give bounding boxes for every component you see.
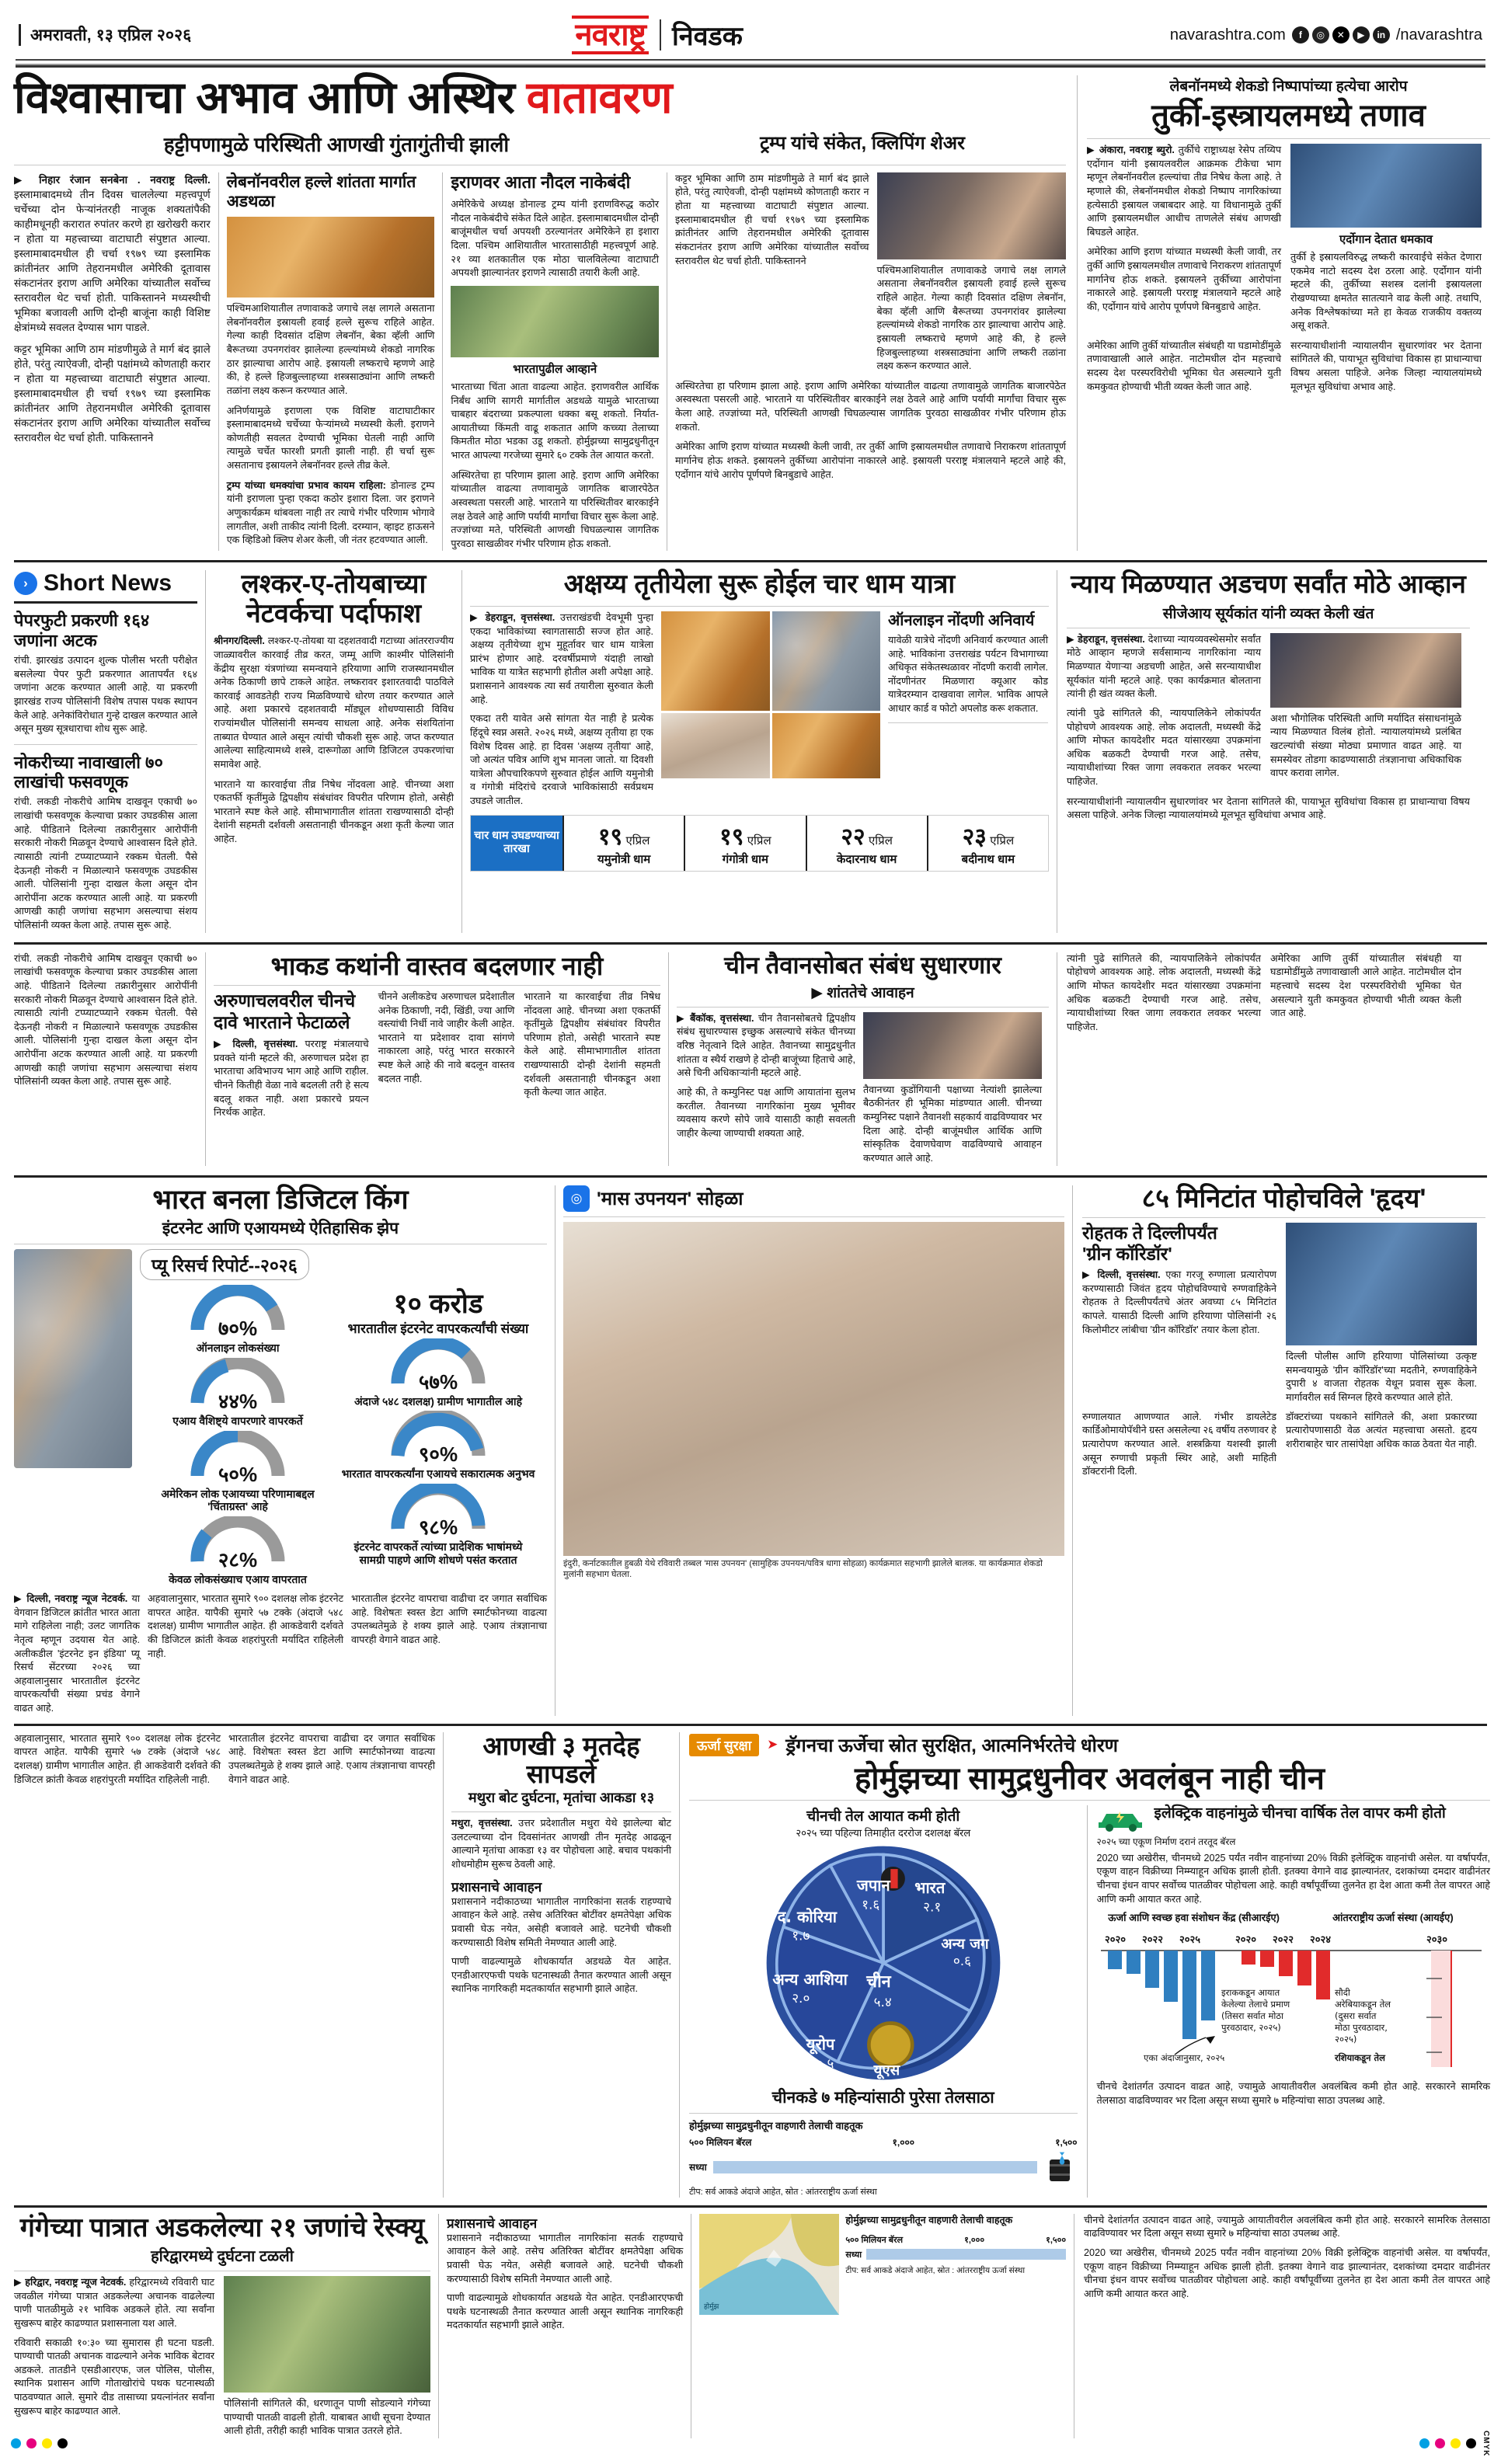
- hormuz-map-tick-2: १,०००: [964, 2235, 985, 2245]
- energy-credit: चीनचे देशांतर्गत उत्पादन वाढत आहे, ज्यामुळे आयातीवरील अवलंबित्व कमी होत आहे. सरकारने सामरिक तेलसाठा वाढविण्यावर भर दिला असून सध्या सुमारे ७ महिन्यांचा साठा उपलब्ध आहे.: [1096, 2081, 1490, 2106]
- svg-text:यूएस: यूएस: [873, 2062, 900, 2079]
- iran-body-1: भारताच्या चिंता आता वाढल्या आहेत. इराणवरील आर्थिक निर्बंध आणि सागरी मार्गातील अडथळे यामुळे भारताच्या चाबहार बंदराच्या प्रकल्पाला धक्का बसू शकतो. निर्यात-आयातीच्या किंमती वाढू शकतात आणि कच्च्या तेलाच्या किमतीत मोठा भडका उडू शकतो. होर्मुझच्या सामुद्रधुनीतून भारत आपल्या गरजेच्या सुमारे ६० टक्के तेल आयात करतो.: [451, 381, 659, 461]
- website-url[interactable]: navarashtra.com: [1169, 26, 1286, 44]
- nyaya-subhead: सीजेआय सूर्यकांत यांनी व्यक्त केली खंत: [1162, 605, 1374, 622]
- ev-head: इलेक्ट्रिक वाहनांमुळे चीनचा वार्षिक तेल वापर कमी होतो: [1154, 1804, 1446, 1822]
- china-taiwan-photo: [863, 1012, 1042, 1079]
- energy-ev-col: [1087, 1805, 1491, 2198]
- heart-article: [1072, 1185, 1485, 1716]
- digital-article: [11, 1185, 555, 1716]
- turkey-photo-caption: एर्दोगान देतात धमकाव: [1339, 233, 1433, 246]
- digital-stat: [340, 1484, 536, 1567]
- digital-body-2: अहवालानुसार, भारतात सुमारे ९०० दशलक्ष लोक इंटरनेट वापरत आहेत. यापैकी सुमारे ५७ टक्के (अंदाजे ५४८ दशलक्ष) ग्रामीण भागातील आहेत. ही आकडेवारी दर्शवते की डिजिटल क्रांती केवळ शहरांपुरती मर्यादित राहिलेली नाही.: [148, 1593, 343, 1659]
- hormuz-scale: [689, 2135, 1078, 2149]
- nyaya-article: [1057, 570, 1470, 932]
- chardham-photo-4: [772, 713, 881, 778]
- ev-body: 2020 च्या अखेरीस, चीनमध्ये 2025 पर्यंत नवीन वाहनांच्या 20% विक्री इलेक्ट्रिक वाहनांची असेल. या वर्षापर्यंत, एकूण वाहन विक्रीच्या निम्म्याहून अधिक झाली होती. इतक्या वेगाने वाढ झाल्यानंतर, दशकांच्या दमदार वाढीनंतर चीनचा इंधन वापर सर्वोच्च पातळीवर पोहोचला आहे. काही वर्षांपूर्वीच्या तुलनेत हा देश आता कमी तेल वापरत आहे आणि कमी आयात करत आहे.: [1096, 1852, 1490, 1905]
- fourth-band: [11, 1185, 1490, 1716]
- digital-big-stat-label: भारतातील इंटरनेट वापरकर्त्यांची संख्या: [347, 1321, 529, 1337]
- china-taiwan-dateline: ▶ बैंकॉक, वृत्तसंस्था.: [677, 1012, 754, 1024]
- ganga-dateline: ▶ हरिद्वार, नवराष्ट्र न्यूज नेटवर्क.: [14, 2277, 127, 2288]
- lebanon-body-2: अनिर्णयामुळे इराणला एक विशिष्ट वाटाघाटीकार इस्लामाबादमध्ये चर्चेच्या फेऱ्यांमध्ये मध्यस्थी केली. इराणने कोणतीही सवलत देण्याची भूमिका घेतली नाही आणि त्यामुळे चर्चेत फारशी प्रगती झाली नाही. ही चर्चा सुरू असतानाच इस्रायलने लेबनॉनवर हल्ले तीव्र केले.: [226, 405, 435, 472]
- lead-wide-continuation: [667, 172, 1069, 552]
- svg-text:२०२२: २०२२: [1272, 1934, 1294, 1947]
- hormuz-bar-label: सध्या: [689, 2162, 707, 2173]
- china-taiwan-body-3: आहे की, ते कम्युनिस्ट पक्ष आणि आयातांना सुलभ करतील. तैवानच्या नागरिकांना मुख्य भूमीवर व्यवसाय करणे सोपे जावे यासाठी काही सवलती जाहीर केल्या जाण्याची शक्यता आहे.: [677, 1086, 855, 1139]
- oil-imports-bar-chart: [1097, 1924, 1485, 2072]
- heart-body-2: दिल्ली पोलीस आणि हरियाणा पोलिसांच्या उत्कृष्ट समन्वयामुळे 'ग्रीन कॉरिडॉर'च्या मदतीने, रुग्णवाहिकेने दुपारी ४ वाजता रोहतक येथून प्रवास सुरू केला. मार्गावरील सर्व सिग्नल हिरवे करण्यात आले होते.: [1286, 1351, 1477, 1404]
- color-dot-magenta: [26, 2438, 37, 2448]
- digital-stat: [140, 1358, 336, 1428]
- iran-article: [442, 172, 667, 552]
- hormuz-map-bar: [866, 2249, 1066, 2260]
- digital-subhead: इंटरनेट आणि एआयमध्ये ऐतिहासिक झेप: [162, 1220, 399, 1238]
- bodies-article: [443, 1732, 679, 2198]
- bhakad-dateline: ▶ दिल्ली, वृत्तसंस्था.: [214, 1039, 298, 1050]
- hormuz-map-icon: [699, 2214, 839, 2315]
- svg-text:अन्य जग: अन्य जग: [941, 1936, 989, 1953]
- digital-stat-label: केवळ लोकसंख्याच एआय वापरतात: [169, 1573, 307, 1586]
- camera-icon: ◎: [563, 1185, 590, 1212]
- digital-stat: [140, 1516, 336, 1586]
- svg-text:५.४: ५.४: [873, 1994, 892, 2010]
- wide-body-d: अमेरिका आणि इराण यांच्यात मध्यस्थी केली जावी, तर तुर्की आणि इस्रायलमधील तणावाचे निराकरण शांततापूर्ण मार्गानेच होऊ शकते. इस्रायलने तुर्कीच्या आरोपांना नाकारले आहे. इस्रायली परराष्ट्र मंत्रालयाने म्हटले आहे की, एर्दोगान यांचे आरोप पूर्णपणे बिनबुडाचे आहेत.: [675, 441, 1066, 480]
- turkey-kicker: लेबनॉनमध्ये शेकडो निष्पापांच्या हत्येचा आरोप: [1169, 78, 1408, 95]
- nyaya-dateline: ▶ डेहराडून, वृत्तसंस्था.: [1067, 633, 1145, 645]
- bodies-cont-1: प्रशासनाने नदीकाठच्या भागातील नागरिकांना सतर्क राहण्याचे आवाहन केले आहे. तसेच अतिरिक्त बोटींवर क्षमतेपेक्षा अधिक प्रवासी घेऊ नयेत, असेही बजावले आहे. घटनेची चौकशी करण्यासाठी विशेष समिती नेमण्यात आली आहे.: [447, 2232, 684, 2285]
- lead-headline-red: वातावरण: [526, 73, 673, 123]
- bodies-continuation: [438, 2214, 691, 2438]
- digital-body-3: भारतातील इंटरनेट वापराचा वाढीचा दर जगात सर्वाधिक आहे. विशेषतः स्वस्त डेटा आणि स्मार्टफोनच्या वाढत्या उपलब्धतेमुळे हे शक्य झाले आहे. एआय तंत्रज्ञानाचा वापरही वेगाने वाढत आहे.: [351, 1593, 547, 1645]
- lebanon-body-1: पश्चिमआशियातील तणावाकडे जगाचे लक्ष लागले असताना लेबनॉनवरील इस्रायली हवाई हल्ले सुरूच राहिले आहेत. गेल्या काही दिवसांत दक्षिण लेबनॉन, बेका व्हॅली आणि बैरूतच्या उपनगरांवर झालेल्या हल्ल्यांमध्ये शेकडो नागरिक ठार झाल्याचा आरोप आहे. इस्रायली लष्कराचे म्हणणे आहे की, हे हल्ले हिजबुल्लाहच्या शस्त्रसाठ्यांना आणि लष्करी तळांना लक्ष्य करून करण्यात आले.: [226, 303, 435, 396]
- digital-stat-label: भारतात वापरकर्त्यांना एआयचे सकारात्मक अनुभव: [341, 1467, 535, 1481]
- svg-text:एका अंदाजानुसार, २०२५: एका अंदाजानुसार, २०२५: [1143, 2052, 1224, 2064]
- footer-colorbar: [11, 2431, 1490, 2456]
- short-news-body-2: रांची. लकडी नोकरीचे आमिष दाखवून एकाची ७० लाखांची फसवणूक केल्याचा प्रकार उघडकीस आला आहे. पीडिताने दिलेल्या तक्रारीनुसार आरोपींनी सरकारी नोकरी मिळवून देण्याचे आश्वासन दिले होते. त्यासाठी त्यांनी टप्प्याटप्प्याने रक्कम घेतली. पैसे देऊनही नोकरी न मिळाल्याने फसवणूक उघडकीस आली. पोलिसांनी गुन्हा दाखल केला असून दोन आरोपींना अटक करण्यात आली आहे. या प्रकरणी आणखी काही जणांचा सहभाग असल्याचा संशय पोलिसांनी व्यक्त केला आहे. तपास सुरू आहे.: [14, 796, 197, 931]
- digital-stat-col-left: [140, 1285, 336, 1586]
- cji-photo: [1270, 633, 1461, 708]
- digital-cont-1: अहवालानुसार, भारतात सुमारे ९०० दशलक्ष लोक इंटरनेट वापरत आहेत. यापैकी सुमारे ५७ टक्के (अंदाजे ५४८ दशलक्ष) ग्रामीण भागातील आहेत. ही आकडेवारी दर्शवते की डिजिटल क्रांती केवळ शहरांपुरती मर्यादित राहिलेली नाही.: [14, 1732, 221, 1785]
- digital-stat-pct: २८%: [218, 1548, 258, 1572]
- color-dot-yellow: [42, 2438, 52, 2448]
- energy-block: [679, 1732, 1490, 2198]
- svg-text:१.७: १.७: [791, 1928, 810, 1944]
- digital-big-stat: [340, 1285, 536, 1337]
- nyaya-body-2: अशा भौगोलिक परिस्थिती आणि मर्यादित संसाधनांमुळे न्याय मिळण्यात विलंब होतो. न्यायालयांमध्ये प्रलंबित खटल्यांची संख्या मोठ्या प्रमाणात वाढत आहे. या समस्येवर तोडगा काढण्यासाठी तंत्रज्ञानाचा अधिकाधिक वापर करावा लागेल.: [1270, 712, 1461, 779]
- bar-chart-2-title: आंतरराष्ट्रीय ऊर्जा संस्था (आयईए): [1332, 1912, 1454, 1924]
- short-news-body-1: रांची. झारखंड उत्पादन शुल्क पोलीस भरती परीक्षेत बसलेल्या पेपर फुटी प्रकरणात आतापर्यंत १६४ जणांना अटक करण्यात आली आहे. या प्रकरणी झारखंड राज्य पोलिसांनी विशेष तपास पथक स्थापन केले आहे. अनेकांविरोधात गुन्हे दाखल करण्यात आले असून मुख्य सूत्रधाराचा शोध सुरू आहे.: [14, 655, 197, 735]
- svg-text:०.६: ०.६: [952, 1953, 971, 1969]
- lebanon-photo: [227, 217, 435, 298]
- twitter-x-icon[interactable]: ✕: [1332, 26, 1350, 44]
- energy-headline: होर्मुझच्या सामुद्रधुनीवर अवलंबून नाही चीन: [854, 1761, 1325, 1796]
- chardham-date-place: बदीनाथ धाम: [961, 852, 1015, 866]
- chardham-date-place: केदारनाथ धाम: [836, 852, 897, 866]
- digital-big-stat-value: १० करोड: [393, 1289, 483, 1320]
- linkedin-icon[interactable]: in: [1373, 26, 1390, 44]
- svg-text:चीन: चीन: [866, 1972, 891, 1992]
- hormuz-map-note: टीप: सर्व आकडे अंदाजे आहेत, स्रोत : आंतरराष्ट्रीय ऊर्जा संस्था: [845, 2265, 1026, 2275]
- svg-text:२०२२: २०२२: [1141, 1934, 1163, 1947]
- hormuz-tick-1: ५०० मिलियन बॅरल: [689, 2136, 752, 2148]
- chardham-date-month: एप्रिल: [990, 834, 1015, 847]
- turkey-body-1: तुर्कीचे राष्ट्राध्यक्ष रेसेप तय्यिप एर्दोगान यांनी इस्रायलवरील आक्रमक टीकेचा भाग म्हणून लेबनॉनवरील हल्ल्यांचा तीव्र निषेध केला आहे. ते म्हणाले की, लेबनॉनमधील शेकडो निष्पाप नागरिकांच्या हत्येसाठी इस्रायल जबाबदार आहे. या विधानामुळे तुर्की आणि इस्रायलमधील आधीच ताणलेले संबंध आणखी बिघडले आहेत.: [1087, 144, 1281, 238]
- svg-text:अन्य आशिया: अन्य आशिया: [772, 1969, 848, 1989]
- bar-chart-1-title: ऊर्जा आणि स्वच्छ हवा संशोधन केंद्र (सीआरईए): [1108, 1912, 1280, 1924]
- oil-import-pie-chart: [763, 1843, 1004, 2083]
- chardham-photo-3: [661, 713, 770, 778]
- chardham-date-day: १९: [597, 823, 623, 850]
- chardham-date-month: एप्रिल: [869, 834, 893, 847]
- heart-body-3: रुग्णालयात आणण्यात आले. गंभीर डायलेटेड कार्डिओमायोपॅथीने ग्रस्त असलेल्या २६ वर्षीय तरुणावर हे प्रत्यारोपण करण्यात आले. शस्त्रक्रिया यशस्वी झाली असून रुग्णाची प्रकृती स्थिर आहे, अशी माहिती डॉक्टरांनी दिली.: [1082, 1411, 1276, 1477]
- nyaya-headline: न्याय मिळण्यात अडचण सर्वांत मोठे आव्हान: [1071, 569, 1466, 599]
- digital-stat-label: अमेरिकन लोक एआयच्या परिणामाबद्दल 'चिंताग्रस्त' आहे: [161, 1487, 315, 1513]
- china-taiwan-body-2: तैवानच्या कुडोंगियानी पक्षाच्या नेत्यांशी झालेल्या बैठकीनंतर ही भूमिका मांडण्यात आली. चीनच्या कम्युनिस्ट पक्षाने तैवानशी सहकार्य वाढविण्यावर भर दिला आहे. दोन्ही बाजूंमधील आर्थिक आणि सांस्कृतिक देवाणघेवाण वाढविण्याचे आवाहन करण्यात आले आहे.: [863, 1084, 1042, 1164]
- ganga-article: [11, 2214, 438, 2438]
- hormuz-map-tick-3: १,५००: [1046, 2235, 1067, 2245]
- logo-wordmark: नवराष्ट्र: [572, 16, 649, 54]
- bhakad-body-1: चीनने अलीकडेच अरुणाचल प्रदेशातील अनेक ठिकाणी, नदी, खिंडी, ज्या आणि वस्त्यांची निर्धी नावे जाहीर केली आहेत. भारताने या प्रदेशावर दावा सांगणे नाकारला आहे, परंतु भारत सरकारने स्पष्ट केले आहे की नावे बदलून वास्तव बदलत नाही.: [378, 990, 515, 1084]
- svg-text:२०३०: २०३०: [1426, 1934, 1447, 1947]
- digital-stat-label: अंदाजे ५४८ दशलक्ष) ग्रामीण भागातील आहे: [353, 1394, 523, 1408]
- pie-chart-subtitle: २०२५ च्या पहिल्या तिमाहीत दररोज दशलक्ष बॅरल: [796, 1826, 971, 1839]
- chardham-dateline: ▶ डेहराडून, वृत्तसंस्था.: [470, 611, 555, 623]
- social-icons: [1292, 26, 1390, 44]
- lashkar-article: [205, 570, 461, 932]
- digital-stat-pct: ५७%: [418, 1369, 458, 1394]
- svg-text:२०२५: २०२५: [1179, 1934, 1200, 1947]
- lead-body-1: इस्लामाबादमध्ये तीन दिवस चाललेल्या महत्त्वपूर्ण चर्चेच्या दोन फेऱ्यांनंतरही नाजूक शक्यतांपैकी काहीमधूनही करारात रुपांतर करणे हा खरोखरी करार न होता या महत्त्वाच्या वाटाघाटी संपुष्टात आल्या. इस्लामाबादमधील ही चर्चा १९७९ च्या इस्लामिक क्रांतीनंतर आणि तेहरानमधील अमेरिकी दूतावास संकटानंतर इराण आणि अमेरिका यांच्यातील सर्वोच्च स्तरावरील थेट चर्चा होती. पाकिस्तानने मध्यस्थीची भूमिका बजावली आणि दोन्ही बाजूंना काही विशिष्ट क्षेत्रांमध्ये सवलत देण्यास भाग पाडले.: [14, 188, 211, 334]
- masthead-rule-top: [16, 59, 1485, 64]
- pie-chart-title: चीनची तेल आयात कमी होती: [806, 1808, 960, 1825]
- svg-text:१.६: १.६: [861, 1896, 879, 1912]
- iran-intro: अमेरिकेचे अध्यक्ष डोनाल्ड ट्रम्प यांनी इराणविरुद्ध कठोर नौदल नाकेबंदीचे संकेत दिले आहेत. इस्लामाबादमधील दोन्ही बाजूंमधील चर्चा अपयशी ठरल्यानंतर अमेरिकेने हा इशारा दिला. पश्चिम आशियातील भारतासाठीही महत्त्वपूर्ण आहे. २१ व्या शतकातील एक मोठा चालविलेल्या वाटाघाटी अपयशी झाल्यानंतर इराणने त्यासाठी तयारी केली आहे.: [451, 199, 659, 279]
- svg-text:यूरोप: यूरोप: [806, 2034, 835, 2054]
- svg-text:रशियाकडून तेल: रशियाकडून तेल: [1334, 2052, 1385, 2064]
- hormuz-map-bar-label: सध्या: [845, 2250, 862, 2260]
- chardham-date-item: [684, 816, 805, 871]
- digital-body-1: या वेगवान डिजिटल क्रांतीत भारत आता मागे राहिलेला नाही; उलट जागतिक नेतृत्व म्हणून उदयास येत आहे. अलीकडील 'इंटरनेट इन इंडिया' प्यू रिसर्च सेंटरच्या २०२६ च्या अहवालानुसार भारतातील इंटरनेट वापरकर्त्यांची संख्या प्रचंड वेगाने वाढत आहे.: [14, 1593, 141, 1714]
- color-dot-yellow: [1451, 2438, 1461, 2448]
- iran-body-2: अस्थिरतेचा हा परिणाम झाला आहे. इराण आणि अमेरिका यांच्यातील वाढत्या तणावामुळे जागतिक बाजारपेठेत अस्वस्थता पसरली आहे. भारताने या परिस्थितीवर बारकाईने लक्ष ठेवले आहे आणि पर्यायी मार्गांचा विचार सुरू केला आहे. तज्ज्ञांच्या मते, परिस्थिती आणखी चिघळल्यास जागतिक पुरवठा साखळीवर गंभीर परिणाम होऊ शकतो.: [451, 469, 659, 549]
- wide-body-b: पश्चिमआशियातील तणावाकडे जगाचे लक्ष लागले असताना लेबनॉनवरील इस्रायली हवाई हल्ले सुरूच राहिले आहेत. गेल्या काही दिवसांत दक्षिण लेबनॉन, बेका व्हॅली आणि बैरूतच्या उपनगरांवर झालेल्या हल्ल्यांमध्ये शेकडो नागरिक ठार झाल्याचा आरोप आहे. इस्रायली लष्कराचे म्हणणे आहे की, हे हल्ले हिजबुल्लाहच्या शस्त्रसाठ्यांना आणि लष्करी तळांना लक्ष्य करून करण्यात आले.: [876, 264, 1066, 372]
- svg-text:भारत: भारत: [914, 1878, 946, 1897]
- hormuz-map-block: [691, 2214, 1074, 2438]
- turkey-body-3: अमेरिका आणि इराण यांच्यात मध्यस्थी केली जावी, तर तुर्की आणि इस्रायलमधील तणावाचे निराकरण शांततापूर्ण मार्गानेच होऊ शकते. इस्रायलने तुर्कीच्या आरोपांना नाकारले आहे. इस्रायली परराष्ट्र मंत्रालयाने म्हटले आहे की, एर्दोगान यांचे आरोप पूर्णपणे बिनबुडाचे आहेत.: [1087, 246, 1281, 312]
- arrow-circle-icon: ›: [14, 572, 37, 595]
- digital-report-label: प्यू रिसर्च रिपोर्ट--२०२६: [140, 1249, 309, 1280]
- lead-subhead-right: ट्रम्प यांचे संकेत, क्लिपिंग शेअर: [760, 132, 965, 154]
- chardham-date-month: एप्रिल: [747, 834, 771, 847]
- chardham-date-item: [562, 816, 684, 871]
- digital-stat-label: इंटरनेट वापरकर्ते त्यांच्या प्रादेशिक भाषांमध्ये सामग्री पाहणे आणि शोधणे पसंत करतात: [353, 1540, 523, 1566]
- iran-photo: [451, 286, 659, 357]
- upanayan-feature: [555, 1185, 1072, 1716]
- upanayan-caption: इंदुरी, कर्नाटकातील हुबळी येथे रविवारी तब्बल 'मास उपनयन' (सामुहिक उपनयन/पवित्र धागा सोहळा) कार्यक्रमात सहभागी झालेले बालक. या कार्यक्रमात शेकडो मुलांनी सहभाग घेतला.: [563, 1558, 1043, 1579]
- masthead: [11, 0, 1490, 56]
- turkey-body-2: तुर्की हे इस्रायलविरुद्ध लष्करी कारवाईचे संकेत देणारा एकमेव नाटो सदस्य देश ठरला आहे. एर्दोगान यांनी म्हटले की, तुर्कीच्या सशस्त्र दलांनी इस्रायलला रोखण्याच्या क्षमतेत सातत्याने वाढ केली आहे. तथापि, अनेक विश्लेषकांच्या मते हा केवळ राजकीय वक्तव्य असू शकते.: [1290, 252, 1482, 332]
- nyaya-continuation: [1057, 952, 1470, 1166]
- ganga-body-2: रविवारी सकाळी १०:३० च्या सुमारास ही घटना घडली. पाण्याची पातळी अचानक वाढल्याने अनेक भाविक बेटावर अडकले. तातडीने एसडीआरएफ, जल पोलिस, पोलीस, स्थानिक प्रशासन आणि गोताखोरांचे पथक घटनास्थळी पाठवण्यात आले. सुमारे दीड तासाच्या प्रयत्नांनंतर सर्वांना सुखरूप बाहेर काढण्यात आले.: [14, 2337, 214, 2417]
- digital-stat: [340, 1338, 536, 1408]
- svg-text:२.१: २.१: [922, 1898, 942, 1915]
- digital-stat: [140, 1431, 336, 1514]
- svg-text:(दुसरा सर्वात: (दुसरा सर्वात: [1334, 2010, 1376, 2022]
- chardham-photo-1: [661, 611, 770, 711]
- bodies-headline: आणखी ३ मृतदेह सापडले: [482, 1731, 640, 1788]
- short-news-column: [11, 570, 205, 932]
- website-and-socials: [1170, 26, 1482, 44]
- digital-stat-col-right: [340, 1285, 536, 1586]
- erdogan-photo: [1290, 144, 1482, 228]
- lead-subhead-left: हट्टीपणामुळे परिस्थिती आणखी गुंतागुंतीची झाली: [163, 132, 510, 156]
- hormuz-tick-2: १,०००: [892, 2136, 914, 2148]
- nyaya-cont-2: अमेरिका आणि तुर्की यांच्यातील संबंधही या घडामोडींमुळे तणावाखाली आले आहेत. नाटोमधील दोन महत्त्वाचे सदस्य देश परस्परविरोधी भूमिका घेत असल्याने युती कमकुवत होण्याची भीती व्यक्त केली जात आहे.: [1270, 952, 1461, 1019]
- wide-body-a: कट्टर भूमिका आणि ठाम मांडणीमुळे ते मार्ग बंद झाले होते, परंतु त्याऐवजी, दोन्ही पक्षांमध्ये कोणताही करार न होता या महत्त्वाच्या वाटाघाटी संपुष्टात आल्या. इस्लामाबादमधील ही चर्चा १९७९ च्या इस्लामिक क्रांतीनंतर आणि तेहरानमधील अमेरिकी दूतावास संकटानंतर इराण आणि अमेरिका यांच्यातील सर्वोच्च स्तरावरील थेट चर्चा होती. पाकिस्तानने: [675, 172, 869, 266]
- edition-line: अमरावती, १३ एप्रिल २०२६: [19, 24, 191, 46]
- lebanon-subhead: ट्रम्प यांच्या धमक्यांचा प्रभाव कायम राहिला:: [226, 479, 386, 491]
- chardham-date-place: यमुनोत्री धाम: [597, 852, 651, 866]
- facebook-icon[interactable]: f: [1292, 26, 1309, 44]
- svg-text:केलेल्या तेलाचे प्रमाण: केलेल्या तेलाचे प्रमाण: [1221, 1999, 1290, 2010]
- energy-footer-note: टीप: सर्व आकडे अंदाजे आहेत, स्रोत : आंतरराष्ट्रीय ऊर्जा संस्था: [689, 2187, 877, 2197]
- svg-text:अरेबियाकडून तेल: अरेबियाकडून तेल: [1334, 1999, 1391, 2010]
- short-news-headline-2: नोकरीच्या नावाखाली ७० लाखांची फसवणूक: [14, 752, 163, 792]
- second-band: [11, 570, 1490, 932]
- digital-stat-label: ऑनलाइन लोकसंख्या: [196, 1342, 280, 1355]
- chardham-body-2: एकदा तरी यावेत असे सांगता येत नाही हे प्रत्येक हिंदूचे स्वप्न असते. २०२६ मध्ये, अक्षय्य तृतीया हा एक विशेष दिवस आहे. हा दिवस 'अक्षय्य तृतीया' आहे, जो अत्यंत पवित्र आणि शुभ मानला जातो. या दिवशी यात्रेला औपचारिकपणे सुरुवात होईल आणि यमुनोत्री व गंगोत्री मंदिरांचे दरवाजे भाविकांसाठी सर्वप्रथम उघडले जातील.: [470, 713, 653, 806]
- chardham-side-body: यावेळी यात्रेचे नोंदणी अनिवार्य करण्यात आली आहे. भाविकांना उत्तराखंड पर्यटन विभागाच्या अधिकृत संकेतस्थळावर नोंदणी करावी लागेल. नोंदणीनंतर मिळणारा क्यूआर कोड यात्रेदरम्यान दाखवावा लागेल. भाविक आपले आधार कार्ड व फोटो अपलोड करू शकतात.: [888, 634, 1048, 714]
- energy-pie-col: [689, 1805, 1078, 2198]
- turkey-dateline: ▶ अंकारा, नवराष्ट्र ब्युरो.: [1087, 144, 1175, 155]
- chardham-date-day: १९: [719, 823, 744, 850]
- svg-text:मोठा पुरवठादार,: मोठा पुरवठादार,: [1334, 2022, 1388, 2034]
- svg-text:२०२५): २०२५): [1334, 2034, 1356, 2045]
- digital-stat-pct: ४४%: [218, 1389, 258, 1413]
- ev-sub: २०२५ च्या एकूण निर्माण दरानं तरतूद बॅरल: [1096, 1836, 1236, 1847]
- lead-block: [11, 75, 1077, 551]
- turkey-body-5: सरन्यायाधीशांनी न्यायालयीन सुधारणांवर भर देताना सांगितले की, पायाभूत सुविधांचा विकास हा प्राधान्याचा विषय असला पाहिजे. अनेक जिल्हा न्यायालयांमध्ये मूलभूत सुविधांचा अभाव आहे.: [1290, 339, 1482, 392]
- short-news-headline-1: पेपरफुटी प्रकरणी १६४ जणांना अटक: [14, 611, 150, 650]
- bhakad-subhead: अरुणाचलवरील चीनचे दावे भारताने फेटाळले: [214, 990, 356, 1032]
- china-taiwan-article: [668, 952, 1057, 1166]
- hormuz-map-tick-1: ५०० मिलियन बॅरल: [845, 2235, 904, 2245]
- youtube-icon[interactable]: ▶: [1353, 26, 1370, 44]
- digital-stat-pct: ५०%: [218, 1462, 258, 1486]
- chardham-date-item: [927, 816, 1048, 871]
- digital-dateline: ▶ दिल्ली, नवराष्ट्र न्यूज नेटवर्क.: [14, 1593, 128, 1604]
- digital-stat-pct: ९०%: [418, 1443, 458, 1467]
- chardham-side-headline: ऑनलाइन नोंदणी अनिवार्य: [888, 611, 1035, 629]
- svg-text:०.५: ०.५: [815, 2055, 834, 2072]
- ganga-body-1: हरिद्वारमध्ये रविवारी घाट जवळील गंगेच्या पात्रात अडकलेल्या अचानक वाढलेल्या पाणी पातळीमुळे २१ भाविक अडकले होते. त्या सर्वांना सुखरूप बाहेर काढण्यात प्रशासनाला यश आले.: [14, 2277, 215, 2329]
- chardham-date-month: एप्रिल: [625, 834, 650, 847]
- svg-text:इराककडून आयात: इराककडून आयात: [1221, 1987, 1280, 1999]
- chardham-date-day: २२: [841, 823, 865, 850]
- registration-dots-right: [1419, 2431, 1490, 2456]
- color-dot-cyan: [11, 2438, 21, 2448]
- chardham-date-strip: [470, 815, 1049, 872]
- nyaya-cont-1: त्यांनी पुढे सांगितले की, न्यायपालिकेने लोकांपर्यंत पोहोचणे आवश्यक आहे. लोक अदालती, मध्यस्थी केंद्रे आणि मोफत कायदेशीर मदत यांसारख्या उपक्रमांना अधिक बळकटी देण्याची गरज आहे. तसेच, न्यायाधीशांच्या रिक्त जागा लवकरात लवकर भरल्या पाहिजेत.: [1067, 952, 1261, 1032]
- svg-text:२.०: २.०: [791, 1990, 810, 2006]
- heart-subhead-2: 'ग्रीन कॉरिडॉर': [1082, 1243, 1172, 1264]
- chardham-date-place: गंगोत्री धाम: [722, 852, 768, 866]
- bodies-body-3: पाणी वाढल्यामुळे शोधकार्यात अडथळे येत आहेत. एनडीआरएफची पथके घटनास्थळी तैनात करण्यात आली असून स्थानिक नागरिकही मदतकार्यात सहभागी झाले आहेत.: [451, 1956, 671, 1995]
- hormuz-bar: [713, 2161, 1037, 2173]
- lashkar-dateline: श्रीनगर/दिल्ली.: [214, 635, 265, 647]
- color-dot-cyan: [1419, 2438, 1430, 2448]
- digital-stat: [340, 1411, 536, 1481]
- energy-cont-2: 2020 च्या अखेरीस, चीनमध्ये 2025 पर्यंत नवीन वाहनांच्या 20% विक्री इलेक्ट्रिक वाहनांची असेल. या वर्षापर्यंत, एकूण वाहन विक्रीच्या निम्म्याहून अधिक झाली होती. इतक्या वेगाने वाढ झाल्यानंतर, दशकांच्या दमदार वाढीनंतर चीनचा इंधन वापर सर्वोच्च पातळीवर पोहोचला आहे. काही वर्षांपूर्वीच्या तुलनेत हा देश आता कमी तेल वापरत आहे आणि कमी आयात करत आहे.: [1084, 2246, 1490, 2299]
- chardham-body-1: उत्तराखंडची देवभूमी पुन्हा एकदा भाविकांच्या स्वागतासाठी सज्ज होत आहे. अक्षय्य तृतीयेच्या शुभ मुहूर्तावर चार धाम यात्रेला प्रारंभ होणार आहे. दरवर्षीप्रमाणे यंदाही लाखो भाविक या यात्रेत सहभागी होतील अशी अपेक्षा आहे. प्रशासनाने आवश्यक त्या सर्व तयारीला सुरुवात केली आहे.: [470, 611, 654, 705]
- logo-divider: [660, 19, 661, 50]
- lebanon-body-3: डोनाल्ड ट्रम्प यांनी इराणला पुन्हा एकदा कठोर इशारा दिला. जर इराणने अणुकार्यक्रम थांबवला नाही तर त्याचे गंभीर परिणाम भोगावे लागतील, अशी ताकीद त्यांनी दिली. दरम्यान, व्हाइट हाऊसने एक व्हिडिओ क्लिप शेअर केली, जी नंतर हटवण्यात आली.: [226, 479, 435, 546]
- digital-stat-pct: ७०%: [218, 1317, 258, 1341]
- bodies-dateline: मथुरा, वृत्तसंस्था.: [451, 1818, 513, 1829]
- china-taiwan-body-1: चीन तैवानसोबतचे द्विपक्षीय संबंध सुधारण्यास इच्छुक असल्याचे संकेत चीनच्या वरिष्ठ नेतृत्वाने दिले आहेत. तैवानच्या सामुद्रधुनीत शांतता व स्थैर्य राखणे हे दोन्ही बाजूंच्या हिताचे आहे, असे चिनी अधिकाऱ्यांनी म्हटले आहे.: [677, 1012, 856, 1079]
- bhakad-body-3: भारताने या कारवाईचा तीव्र निषेध नोंदवला आहे. चीनच्या अशा एकतर्फी कृतींमुळे द्विपक्षीय संबंधांवर विपरीत परिणाम होतो, असेही भारताने स्पष्ट केले आहे. सीमाभागातील शांतता राखण्यासाठी दोन्ही देशांनी सहमती दर्शवली असतानाही चीनकडून अशा कृती केल्या जात आहेत.: [524, 990, 661, 1098]
- bhakad-article: [205, 952, 668, 1166]
- chardham-photo-2: [772, 611, 881, 711]
- upanayan-badge-label: 'मास उपनयन' सोहळा: [597, 1188, 744, 1210]
- green-corridor-photo: [1286, 1223, 1477, 1345]
- energy-sub-chart-head: चीनकडे ७ महिन्यांसाठी पुरेसा तेलसाठा: [771, 2088, 994, 2107]
- digital-stat-pct: ९८%: [418, 1516, 458, 1540]
- svg-text:जपान: जपान: [856, 1875, 890, 1895]
- third-band: [11, 952, 1490, 1166]
- lebanon-headline: लेबनॉनवरील हल्ले शांतता मार्गात अडथळा: [226, 172, 416, 211]
- china-taiwan-headline: चीन तैवानसोबत संबंध सुधारणार: [724, 951, 1001, 979]
- svg-text:सौदी: सौदी: [1334, 1987, 1350, 1999]
- fifth-band: [11, 1732, 1490, 2198]
- lead-dateline: ▶ निहार रंजान सनबेना . नवराष्ट्र दिल्ली. इस्लामाबादमध्ये तीन दिवस चाललेल्या महत्त्वपूर्ण चर्चेच्या दोन फेऱ्यांनंतरही नाजूक शक्यतांपैकी काहीमधूनही करारात रुपांतर करणे हा खरोखरी करार न होता या महत्त्वाच्या वाटाघाटी संपुष्टात आल्या. इस्लामाबादमधील ही चर्चा १९७९ च्या इस्लामिक क्रांतीनंतर आणि तेहरानमधील अमेरिकी दूतावास संकटानंतर इराण आणि अमेरिका यांच्यातील सर्वोच्च स्तरावरील थेट चर्चा होती. पाकिस्तानने मध्यस्थीची भूमिका बजावली आणि दोन्ही बाजूंना काही विशिष्ट क्षेत्रांमध्ये सवलत देण्यास भाग पाडले.: [14, 173, 211, 334]
- iran-headline: इराणवर आता नौदल नाकेबंदी: [451, 172, 631, 192]
- turkey-headline: तुर्की-इस्त्रायलमध्ये तणाव: [1151, 99, 1426, 133]
- oil-drum-icon: [1043, 2152, 1078, 2183]
- bodies-body-2: प्रशासनाने नदीकाठच्या भागातील नागरिकांना सतर्क राहण्याचे आवाहन केले आहे. तसेच अतिरिक्त बोटींवर क्षमतेपेक्षा अधिक प्रवासी घेऊ नयेत, असेही बजावले आहे. घटनेची चौकशी करण्यासाठी विशेष समिती नेमण्यात आली आहे.: [451, 1895, 671, 1948]
- energy-arrow-icon: ➤: [767, 1737, 778, 1752]
- energy-continuation: [1074, 2214, 1490, 2438]
- top-band: [11, 75, 1490, 551]
- iran-photo-caption: भारतापुढील आव्हाने: [513, 362, 597, 376]
- hormuz-chart-label: होर्मुझच्या सामुद्रधुनीतून वाहणारी तेलाची वाहतूक: [689, 2119, 863, 2132]
- instagram-icon[interactable]: ◎: [1312, 26, 1329, 44]
- digital-cont-2: भारतातील इंटरनेट वापराचा वाढीचा दर जगात सर्वाधिक आहे. विशेषतः स्वस्त डेटा आणि स्मार्टफोनच्या वाढत्या उपलब्धतेमुळे हे शक्य झाले आहे. एआय तंत्रज्ञानाचा वापरही वेगाने वाढत आहे.: [228, 1732, 435, 1785]
- social-handle: /navarashtra: [1395, 26, 1482, 44]
- svg-text:द. कोरिया: द. कोरिया: [777, 1906, 837, 1926]
- heart-body-1: एका गरजू रुग्णाला प्रत्यारोपण करण्यासाठी जिवंत हृदय पोहोचविण्याचे रुग्णवाहिकेने रोहतक ते दिल्लीपर्यंतचे अंतर अवघ्या ८५ मिनिटांत कापले. यासाठी दिल्ली आणि हरियाणा पोलिसांनी २६ किलोमीटर लांबीचा 'ग्रीन कॉरिडॉर' तयार केला होता.: [1082, 1269, 1276, 1335]
- lead-headline-black: विश्वासाचा अभाव आणि अस्थिर: [14, 73, 515, 123]
- chardham-date-item: [806, 816, 927, 871]
- digital-continuation: [11, 1732, 443, 2198]
- bodies-cont-2: पाणी वाढल्यामुळे शोधकार्यात अडथळे येत आहेत. एनडीआरएफची पथके घटनास्थळी तैनात करण्यात आली असून स्थानिक नागरिकही मदतकार्यात सहभागी झाले आहेत.: [447, 2292, 684, 2331]
- chardham-article: [461, 570, 1057, 932]
- turkey-body-4: अमेरिका आणि तुर्की यांच्यातील संबंधही या घडामोडींमुळे तणावाखाली आले आहेत. नाटोमधील दोन महत्त्वाचे सदस्य देश परस्परविरोधी भूमिका घेत असल्याने युती कमकुवत होण्याची भीती व्यक्त केली जात आहे.: [1087, 339, 1281, 392]
- bodies-sub-2: प्रशासनाचे आवाहन: [447, 2215, 538, 2231]
- nyaya-body-4: सरन्यायाधीशांनी न्यायालयीन सुधारणांवर भर देताना सांगितले की, पायाभूत सुविधांचा विकास हा प्राधान्याचा विषय असला पाहिजे. अनेक जिल्हा न्यायालयांमध्ये मूलभूत सुविधांचा अभाव आहे.: [1067, 795, 1470, 821]
- energy-bar-charts: [1097, 1912, 1491, 1924]
- upanayan-photo: [563, 1222, 1064, 1556]
- color-dot-magenta: [1435, 2438, 1445, 2448]
- svg-text:२०२०: २०२०: [1235, 1934, 1256, 1947]
- svg-text:होर्मुझ: होर्मुझ: [704, 2302, 719, 2311]
- cmyk-label: CMYK: [1482, 2430, 1490, 2456]
- sixth-band: [11, 2214, 1490, 2438]
- nyaya-body-3: त्यांनी पुढे सांगितले की, न्यायपालिकेने लोकांपर्यंत पोहोचणे आवश्यक आहे. लोक अदालती, मध्यस्थी केंद्रे आणि मोफत कायदेशीर मदत यांसारख्या उपक्रमांना अधिक बळकटी देण्याची गरज आहे. तसेच, न्यायाधीशांच्या रिक्त जागा लवकरात लवकर भरल्या पाहिजेत.: [1067, 707, 1261, 788]
- energy-tag: ऊर्जा सुरक्षा: [689, 1734, 759, 1756]
- digital-stat-label: एआय वैशिष्ट्ये वापरणारे वापरकर्ते: [172, 1414, 303, 1427]
- electric-car-icon: [1097, 1805, 1147, 1832]
- heart-headline: ८५ मिनिटांत पोहोचविले 'हृदय': [1141, 1183, 1426, 1213]
- energy-kicker: ड्रॅगनचा ऊर्जेचा स्रोत सुरक्षित, आत्मनिर्भरतेचे धोरण: [785, 1735, 1119, 1756]
- lead-headline: [14, 75, 672, 122]
- digital-headline: भारत बनला डिजिटल किंग: [152, 1184, 409, 1215]
- heart-dateline: ▶ दिल्ली, वृत्तसंस्था.: [1082, 1269, 1161, 1281]
- ganga-subhead: हरिद्वारमध्ये दुर्घटना टळली: [151, 2248, 294, 2266]
- short-news-column-2: [11, 952, 205, 1166]
- color-dot-black: [1466, 2438, 1476, 2448]
- digital-photo: [14, 1249, 132, 1468]
- svg-text:२०२०: २०२०: [1104, 1934, 1126, 1947]
- digital-infographic: [140, 1249, 542, 1586]
- lashkar-headline: लश्कर-ए-तोयबाच्या नेटवर्कचा पर्दाफाश: [241, 569, 427, 628]
- bhakad-body-2: परराष्ट्र मंत्रालयाचे प्रवक्ते यांनी म्हटले की, अरुणाचल प्रदेश हा भारताचा अविभाज्य भाग आहे आणि राहील. चीनने कितीही वेळा नावे बदलली तरी हे सत्य बदलू शकत नाही. अशा प्रकारचे प्रयत्न निरर्थक आहेत.: [214, 1039, 369, 1119]
- masthead-logo: [572, 16, 742, 54]
- lashkar-body: लश्कर-ए-तोयबा या दहशतवादी गटाच्या आंतरराज्यीय जाळ्यावरील कारवाई तीव्र करत, जम्मू आणि काश्मीर पोलिसांनी केंद्रीय सुरक्षा यंत्रणांच्या समन्वयाने हरियाणा आणि राजस्थानमधील अनेक ठिकाणी छापे टाकले आहेत. लष्करावर इशारतवादी पाठविले कारवाई आवडतेही राज्य मिळविण्याचे धोरण तयार करण्यात आले आहे. अशा प्रकारचे दहशतवादी मॉड्यूल शोधण्यासाठी विविध राज्यांमधील पोलिसांनी समन्वय साधला आहे. अनेक संशयितांना ताब्यात घेण्यात आले असून त्यांची चौकशी सुरू आहे. जप्त करण्यात आलेल्या साहित्यामध्ये शस्त्रे, दारूगोळा आणि डिजिटल उपकरणांचा समावेश आहे.: [214, 635, 454, 770]
- bhakad-headline: भाकड कथांनी वास्तव बदलणार नाही: [270, 951, 604, 980]
- nyaya-body-1: देशाच्या न्यायव्यवस्थेसमोर सर्वांत मोठे आव्हान म्हणजे सर्वसामान्य नागरिकांना न्याय मिळण्यात येणाऱ्या अडचणी आहेत, असे सरन्यायाधीश सूर्यकांत यांनी म्हटले आहे. एका कार्यक्रमात बोलताना त्यांनी ही खंत व्यक्त केली.: [1067, 633, 1262, 700]
- talks-photo: [877, 172, 1067, 259]
- lebanon-article: [218, 172, 443, 552]
- bodies-subhead: मथुरा बोट दुर्घटना, मृतांचा आकडा १३: [468, 1790, 655, 1806]
- chardham-date-strip-label: चार धाम उघडण्याच्या तारखा: [471, 816, 562, 871]
- color-dot-black: [57, 2438, 68, 2448]
- hormuz-tick-3: १,५००: [1055, 2136, 1078, 2148]
- bodies-subhead-2: प्रशासनाचे आवाहन: [451, 1879, 542, 1895]
- hormuz-map-caption: होर्मुझच्या सामुद्रधुनीतून वाहणारी तेलाची वाहतूक: [845, 2214, 1013, 2226]
- registration-dots-left: [11, 2438, 68, 2448]
- ganga-photo: [224, 2276, 430, 2393]
- short-news-body-3: रांची. लकडी नोकरीचे आमिष दाखवून एकाची ७० लाखांची फसवणूक केल्याचा प्रकार उघडकीस आला आहे. पीडिताने दिलेल्या तक्रारीनुसार आरोपींनी सरकारी नोकरी मिळवून देण्याचे आश्वासन दिले होते. त्यासाठी त्यांनी टप्प्याटप्प्याने रक्कम घेतली. पैसे देऊनही नोकरी न मिळाल्याने फसवणूक उघडकीस आली. पोलिसांनी गुन्हा दाखल केला असून दोन आरोपींना अटक करण्यात आली आहे. या प्रकरणी आणखी काही जणांचा सहभाग असल्याचा संशय पोलिसांनी व्यक्त केला आहे. तपास सुरू आहे.: [14, 952, 197, 1088]
- digital-stat: [140, 1285, 336, 1355]
- heart-subhead-1: रोहतक ते दिल्लीपर्यंत: [1082, 1223, 1217, 1244]
- chardham-date-day: २३: [962, 823, 987, 850]
- ganga-body-3: पोलिसांनी सांगितले की, धरणातून पाणी सोडल्याने गंगेच्या पाण्याची पातळी वाढली होती. याबाबत आधी सूचना देण्यात आली होती, तरीही काही भाविक पात्रात उतरले होते.: [224, 2398, 430, 2437]
- svg-text:पुरवठादार, २०२५): पुरवठादार, २०२५): [1221, 2022, 1281, 2034]
- logo-subtitle: निवडक: [671, 22, 743, 51]
- chardham-headline: अक्षय्य तृतीयेला सुरू होईल चार धाम यात्रा: [563, 569, 956, 600]
- bodies-body-1: उत्तर प्रदेशातील मथुरा येथे झालेल्या बोट उलटल्याच्या दोन दिवसांनंतर आणखी तीन मृतदेह आढळून आल्याने मृतांचा आकडा १३ वर पोहोचला आहे. बचाव पथकांनी शोधमोहीम सुरूच ठेवली आहे.: [451, 1818, 672, 1871]
- heart-body-4: डॉक्टरांच्या पथकाने सांगितले की, अशा प्रकारच्या प्रत्यारोपणासाठी वेळ अत्यंत महत्त्वाचा असतो. हृदय शरीराबाहेर चार तासांपेक्षा अधिक काळ ठेवता येत नाही.: [1286, 1411, 1477, 1450]
- china-taiwan-subhead: ▶ शांततेचे आवाहन: [811, 984, 914, 1001]
- lead-col-1: [11, 172, 218, 552]
- ganga-headline: गंगेच्या पात्रात अडकलेल्या २१ जणांचे रेस्क्यू: [19, 2212, 425, 2243]
- turkey-article: [1077, 75, 1490, 551]
- short-news-brand: Short News: [44, 570, 172, 597]
- lead-body-2: कट्टर भूमिका आणि ठाम मांडणीमुळे ते मार्ग बंद झाले होते, परंतु त्याऐवजी, दोन्ही पक्षांमध्ये कोणताही करार न होता या महत्त्वाच्या वाटाघाटी संपुष्टात आल्या. इस्लामाबादमधील ही चर्चा १९७९ च्या इस्लामिक क्रांतीनंतर आणि तेहरानमधील अमेरिकी दूतावास संकटानंतर इराण आणि अमेरिका यांच्यातील सर्वोच्च स्तरावरील थेट चर्चा होती. पाकिस्तानने: [14, 343, 211, 444]
- masthead-rule-bottom: [16, 64, 1485, 68]
- wide-body-c: अस्थिरतेचा हा परिणाम झाला आहे. इराण आणि अमेरिका यांच्यातील वाढत्या तणावामुळे जागतिक बाजारपेठेत अस्वस्थता पसरली आहे. भारताने या परिस्थितीवर बारकाईने लक्ष ठेवले आहे आणि पर्यायी मार्गांचा विचार सुरू केला आहे. तज्ज्ञांच्या मते, परिस्थिती आणखी चिघळल्यास जागतिक पुरवठा साखळीवर गंभीर परिणाम होऊ शकतो.: [675, 380, 1066, 433]
- svg-text:(तिसरा सर्वात मोठा: (तिसरा सर्वात मोठा: [1221, 2010, 1283, 2022]
- energy-cont-1: चीनचे देशांतर्गत उत्पादन वाढत आहे, ज्यामुळे आयातीवरील अवलंबित्व कमी होत आहे. सरकारने सामरिक तेलसाठा वाढविण्यावर भर दिला असून सध्या सुमारे ७ महिन्यांचा साठा उपलब्ध आहे.: [1084, 2214, 1490, 2240]
- svg-text:२०२४: २०२४: [1309, 1934, 1331, 1947]
- lashkar-body-2: भारताने या कारवाईचा तीव्र निषेध नोंदवला आहे. चीनच्या अशा एकतर्फी कृतींमुळे द्विपक्षीय संबंधांवर विपरीत परिणाम होतो, असेही भारताने स्पष्ट केले आहे. सीमाभागातील शांतता राखण्यासाठी दोन्ही देशांनी सहमती दर्शवली असतानाही चीनकडून अशा कृती केल्या जात आहेत.: [214, 778, 454, 845]
